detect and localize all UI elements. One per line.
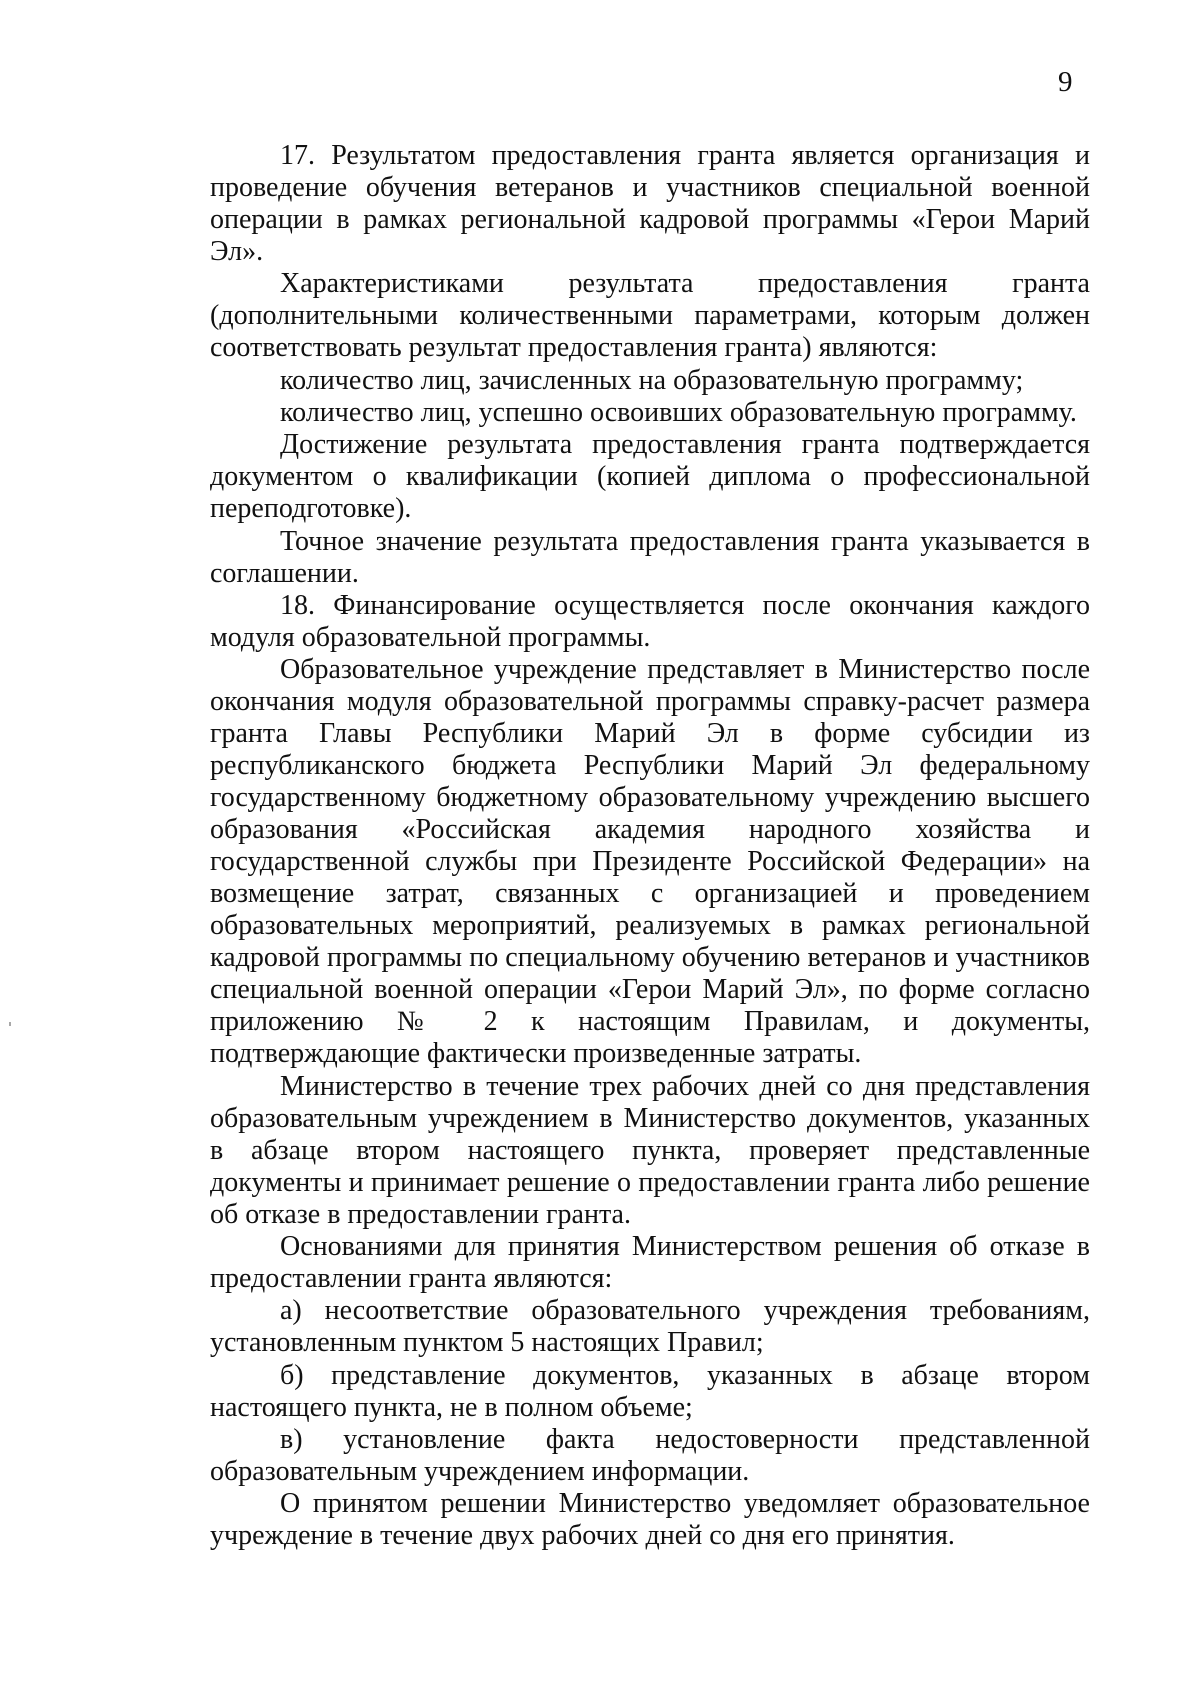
paragraph-result-characteristics: Характеристиками результата предоставления гранта (дополнительными количественными параметрами, которым должен соответствовать результат предоставления гранта) являются:: [210, 268, 1090, 364]
paragraph-exact-value: Точное значение результата предоставления гранта указывается в соглашении.: [210, 525, 1090, 589]
paragraph-refusal-grounds: Основаниями для принятия Министерством решения об отказе в предоставлении гранта являются:: [210, 1231, 1090, 1295]
paragraph-completed-count: количество лиц, успешно освоивших образовательную программу.: [280, 397, 1077, 429]
paragraph-submission-to-ministry: Образовательное учреждение представляет в Министерство после окончания модуля образовательной программы справку-расчет размера гранта Главы Республики Марий Эл в форме субсидии из республиканского бюджета Республики Марий Эл федеральному государственному бюджетному образовательному учреждению высшего образования «Российская академия народного хозяйства и государственной службы при Президенте Российской Федерации» на возмещение затрат, связанных с организацией и проведением образовательных мероприятий, реализуемых в рамках региональной кадровой программы по специальному обучению ветеранов и участников специальной военной операции «Герои Марий Эл», по форме согласно приложению № 2 к настоящим Правилам, и документы, подтверждающие фактически произведенные затраты.: [210, 654, 1090, 1070]
paragraph-ground-c: в) установление факта недостоверности представленной образовательным учреждением информации.: [210, 1424, 1090, 1488]
paragraph-ground-a: а) несоответствие образовательного учреждения требованиям, установленным пунктом 5 настоящих Правил;: [210, 1295, 1090, 1359]
paragraph-ministry-review: Министерство в течение трех рабочих дней со дня представления образовательным учреждением в Министерство документов, указанных в абзаце втором настоящего пункта, проверяет представленные документы и принимает решение о предоставлении гранта либо решение об отказе в предоставлении гранта.: [210, 1070, 1090, 1230]
paragraph-18-financing: 18. Финансирование осуществляется после окончания каждого модуля образовательной программы.: [210, 590, 1090, 654]
document-body: [210, 140, 1090, 1552]
page-number: 9: [1058, 66, 1073, 98]
paragraph-enrolled-count: количество лиц, зачисленных на образовательную программу;: [280, 364, 1024, 396]
paragraph-ground-b: б) представление документов, указанных в абзаце втором настоящего пункта, не в полном объеме;: [210, 1359, 1090, 1423]
scan-mark: [9, 1022, 11, 1026]
paragraph-notification: О принятом решении Министерство уведомляет образовательное учреждение в течение двух рабочих дней со дня его принятия.: [210, 1488, 1090, 1552]
paragraph-17-result: 17. Результатом предоставления гранта является организация и проведение обучения ветеранов и участников специальной военной операции в рамках региональной кадровой программы «Герои Марий Эл».: [210, 140, 1090, 267]
paragraph-result-confirmation: Достижение результата предоставления гранта подтверждается документом о квалификации (копией диплома о профессиональной переподготовке).: [210, 429, 1090, 525]
